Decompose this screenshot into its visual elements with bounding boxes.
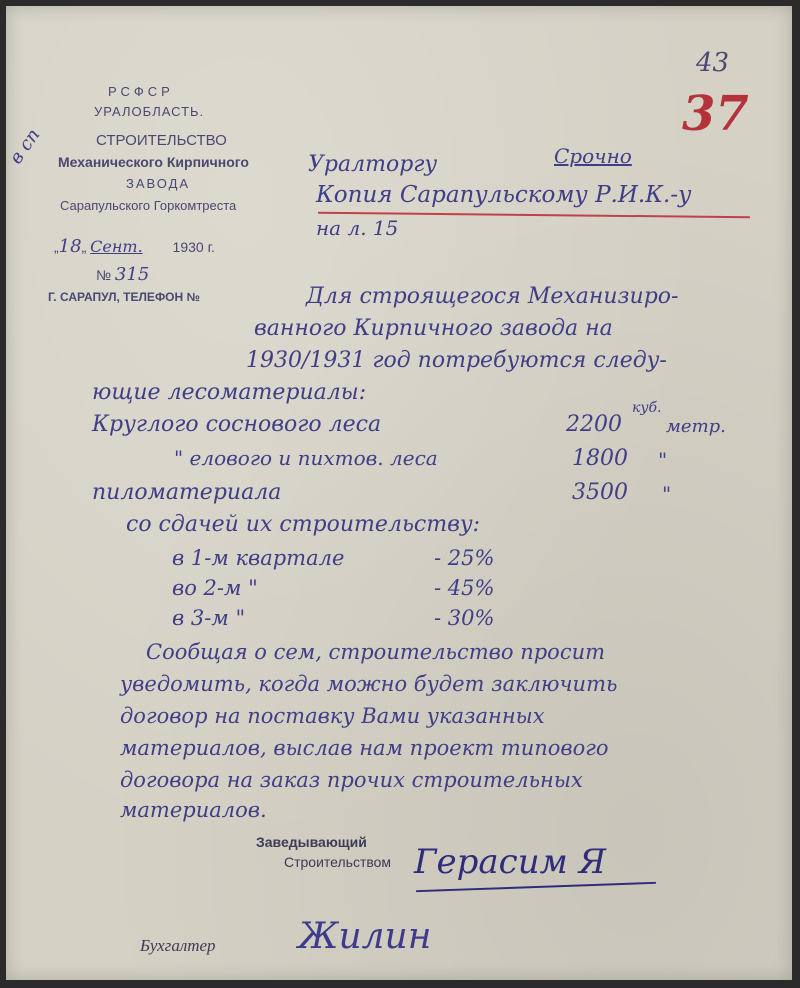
stamp-stroitelstvo: СТРОИТЕЛЬСТВО <box>96 132 227 149</box>
addressee-line1: Уралторгу <box>308 152 438 177</box>
stamp-gorkomtrest: Сарапульского Горкомтреста <box>60 198 237 213</box>
stamp-number-row <box>96 264 149 285</box>
signature-underline <box>416 882 656 892</box>
q3-value: - 30% <box>434 606 495 630</box>
stamp-date-row: „18„ Сент. 1930 г. <box>54 236 215 257</box>
item1-name: Круглого соснового леса <box>92 412 382 437</box>
item1-qty: 2200 <box>566 412 622 437</box>
item2-qty: 1800 <box>572 446 628 471</box>
item2-unit: " <box>658 448 668 472</box>
q1-label: в 1-м квартале <box>172 546 345 570</box>
body-line-3: 1930/1931 год потребуются следу- <box>246 348 667 373</box>
stamp-rsfsr: РСФСР <box>108 84 174 99</box>
document-sheet <box>6 6 792 980</box>
item3-qty: 3500 <box>572 480 628 505</box>
item1-unit: метр. <box>666 416 726 437</box>
closing-line-4: материалов, выслав нам проект типового <box>120 736 609 760</box>
item3-name: пиломатериала <box>92 480 282 505</box>
addressee-line2: Копия Сарапульскому Р.И.К.-у <box>316 182 692 208</box>
stamp-date-year: 1930 <box>172 239 204 255</box>
stamp-date-month: Сент. <box>90 237 143 256</box>
delivery-line: со сдачей их строительству: <box>126 512 481 537</box>
item2-name: " елового и пихтов. леса <box>174 446 438 470</box>
item3-unit: " <box>662 482 672 506</box>
folio-top: 43 <box>696 48 730 78</box>
stamp-uraloblast: УРАЛОБЛАСТЬ. <box>94 104 205 119</box>
q2-label: во 2-м " <box>172 576 258 600</box>
closing-line-3: договор на поставку Вами указанных <box>120 704 545 728</box>
q3-label: в 3-м " <box>172 606 246 630</box>
closing-line-5: договора на заказ прочих строительных <box>120 768 583 792</box>
stamp-date-day: 18 <box>58 236 82 257</box>
stamp-zavod-name: Механического Кирпичного <box>58 154 249 170</box>
signature-title-2: Строительством <box>284 854 392 870</box>
stamp-zavoda: ЗАВОДА <box>126 176 191 191</box>
body-line-4: ющие лесоматериалы: <box>92 380 367 405</box>
folio-main: 37 <box>682 86 749 142</box>
q2-value: - 45% <box>434 576 495 600</box>
stamp-number: 315 <box>114 264 150 285</box>
body-line-2: ванного Кирпичного завода на <box>254 316 613 341</box>
margin-note: в сп <box>5 124 45 169</box>
stamp-number-prefix: № <box>96 267 112 283</box>
accountant-label: Бухгалтер <box>140 936 216 955</box>
closing-line-6: материалов. <box>120 798 267 822</box>
stamp-footer: Г. САРАПУЛ, ТЕЛЕФОН № <box>48 290 200 304</box>
closing-line-2: уведомить, когда можно будет заключить <box>120 672 618 696</box>
urgent-mark: Срочно <box>554 144 632 168</box>
signature-title-1: Заведывающий <box>256 834 367 850</box>
addressee-line3: на л. 15 <box>316 216 399 240</box>
letterhead-stamp <box>36 76 276 316</box>
stamp-date-suffix: г. <box>207 239 215 255</box>
accountant-signature: Жилин <box>298 916 432 957</box>
closing-line-1: Сообщая о сем, строительство просит <box>146 640 606 664</box>
item1-unit-top: куб. <box>632 400 662 416</box>
director-signature: Герасим Я <box>414 842 607 882</box>
q1-value: - 25% <box>434 546 495 570</box>
body-line-1: Для строящегося Механизиро- <box>306 284 679 309</box>
